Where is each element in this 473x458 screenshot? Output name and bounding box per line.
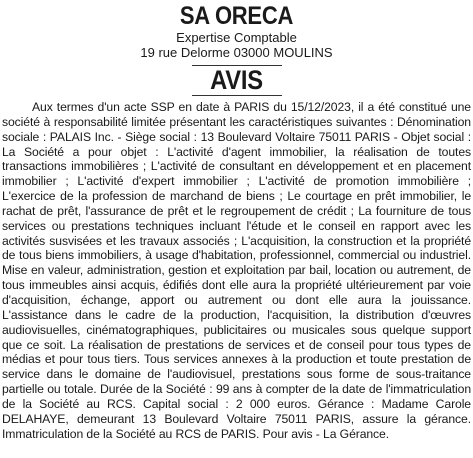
notice-heading: AVIS (210, 65, 263, 95)
divider-heading (192, 95, 282, 96)
firm-address: 19 rue Delorme 03000 MOULINS (140, 45, 333, 60)
firm-activity: Expertise Comptable (176, 30, 297, 45)
firm-name: SA ORECA (179, 2, 294, 30)
notice-body: Aux termes d'un acte SSP en date à PARIS du 15/12/2023, il a été constitué une société à responsabilité limitée présentant les caractéristiques suivantes : Dénomination sociale : PALAIS Inc. - Siège social : 13 Boulevard Voltaire 75011 PARIS - Objet social : La Société a pour objet : L'activité d'agent immobilier, la réalisation de toutes transactions immobilières ; L'activité de consultant en développement et en placement immobilier ; L'activité d'expert immobilier ; L'activité de promotion immobilière ; L'exercice de la profession de marchand de biens ; Le courtage en prêt immobilier, le rachat de prêt, l'assurance de prêt et le regroupement de crédit ; La fourniture de tous services ou prestations techniques incluant l'étude et le conseil en rapport avec les activités susvisées et les travaux associés ; L'acquisition, la construction et la propriété de tous biens immobiliers, à usage d'habitation, professionnel, commercial ou industriel. Mise en valeur, administration, gestion et exploitation par bail, location ou autrement, de tous immeubles ainsi acquis, édifiés dont elle aura la propriété ultérieurement par voie d'acquisition, échange, apport ou autrement ou dont elle aura la jouissance. L'assistance dans le cadre de la production, l'acquisition, la distribution d'œuvres audiovisuelles, cinématographiques, publicitaires ou musicales sous quelque support que ce soit. La réalisation de prestations de services et de conseil pour tous types de médias et pour tous tiers. Tous services annexes à la production et toute prestation de service dans le domaine de l'audiovisuel, prestations sous forme de sous-traitance partielle ou totale. Durée de la Société : 99 ans à compter de la date de l'immatriculation de la Société au RCS. Capital social : 2 000 euros. Gérance : Madame Carole DELAHAYE, demeurant 13 Boulevard Voltaire 75011 PARIS, assure la gérance. Immatriculation de la Société au RCS de PARIS. Pour avis - La Gérance. (2, 100, 471, 441)
